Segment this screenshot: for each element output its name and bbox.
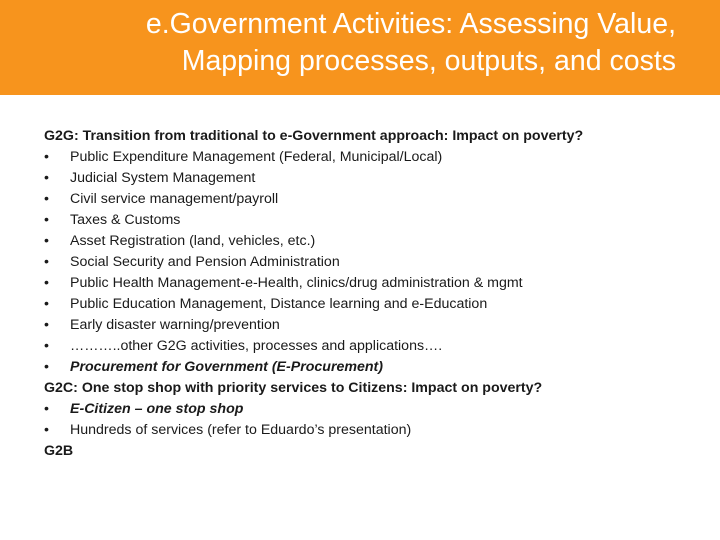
list-item-text: Procurement for Government (E-Procurement) <box>70 359 383 375</box>
slide-title-line-1: e.Government Activities: Assessing Value, <box>145 8 676 40</box>
list-item <box>44 315 704 336</box>
list-item <box>44 357 704 378</box>
list-item-text: Public Education Management, Distance learning and e-Education <box>70 296 488 312</box>
list-item <box>44 399 704 420</box>
list-item-text: Taxes & Customs <box>70 212 181 228</box>
bullet-icon: • <box>44 317 49 333</box>
bullet-icon: • <box>44 359 49 375</box>
bullet-icon: • <box>44 296 49 312</box>
list-item <box>44 273 704 294</box>
list-item <box>44 189 704 210</box>
list-item <box>44 168 704 189</box>
list-item <box>44 336 704 357</box>
bullet-icon: • <box>44 191 49 207</box>
bullet-icon: • <box>44 401 49 417</box>
slide-title <box>146 6 676 80</box>
list-item-text: Public Health Management-e-Health, clinics/drug administration & mgmt <box>70 275 523 291</box>
slide-title-line-2: Mapping processes, outputs, and costs <box>181 45 676 77</box>
bullet-icon: • <box>44 212 49 228</box>
list-item <box>44 210 704 231</box>
bullet-icon: • <box>44 422 49 438</box>
list-item <box>44 294 704 315</box>
list-item <box>44 231 704 252</box>
list-item-text: Judicial System Management <box>70 170 256 186</box>
g2c-heading: G2C: One stop shop with priority services to Citizens: Impact on poverty? <box>44 380 543 396</box>
list-item <box>44 147 704 168</box>
list-item-text: Hundreds of services (refer to Eduardo’s presentation) <box>70 422 412 438</box>
bullet-icon: • <box>44 170 49 186</box>
list-item-text: Civil service management/payroll <box>70 191 279 207</box>
bullet-icon: • <box>44 254 49 270</box>
list-item <box>44 252 704 273</box>
list-item-text: Social Security and Pension Administration <box>70 254 340 270</box>
bullet-icon: • <box>44 338 49 354</box>
list-item-text: ………..other G2G activities, processes and applications…. <box>70 338 443 354</box>
list-item-text: Public Expenditure Management (Federal, Municipal/Local) <box>70 149 443 165</box>
bullet-icon: • <box>44 233 49 249</box>
list-item-text: Early disaster warning/prevention <box>70 317 280 333</box>
slide-body <box>44 126 704 462</box>
list-item-text: E-Citizen – one stop shop <box>70 401 244 417</box>
list-item-text: Asset Registration (land, vehicles, etc.) <box>70 233 316 249</box>
g2g-heading: G2G: Transition from traditional to e-Government approach: Impact on poverty? <box>44 128 584 144</box>
bullet-icon: • <box>44 149 49 165</box>
bullet-icon: • <box>44 275 49 291</box>
list-item <box>44 420 704 441</box>
g2b-heading: G2B <box>44 443 74 459</box>
